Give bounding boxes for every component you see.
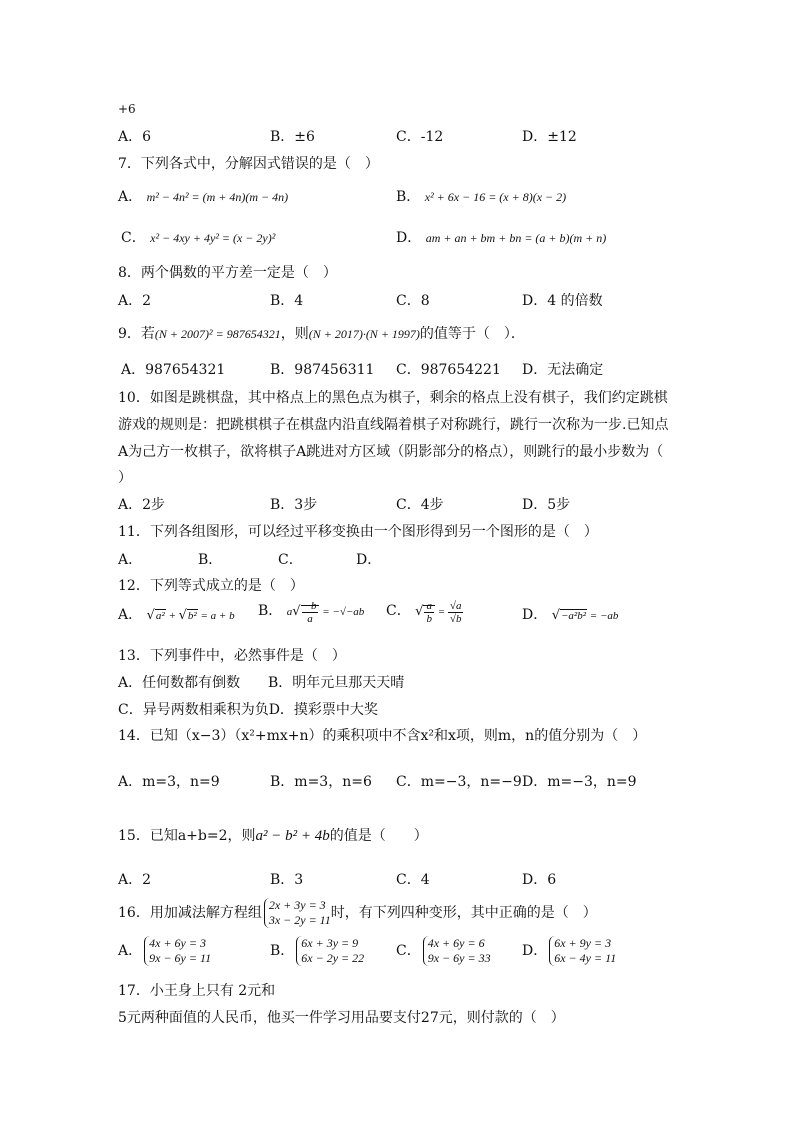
q9-stem-mid: ，则 xyxy=(280,326,309,342)
q10-option-d[interactable]: D．5步 xyxy=(522,497,571,513)
q16-a-eq-2: 9x − 6y = 11 xyxy=(149,951,212,965)
q7-c-label: C． xyxy=(121,230,146,246)
q13-option-cd[interactable]: C．异号两数相乘积为负D．摸彩票中大奖 xyxy=(118,702,378,718)
q9-option-d[interactable]: D．无法确定 xyxy=(522,362,604,378)
q15-stem-post: 的值是（ ） xyxy=(329,828,428,844)
q7-a-label: A． xyxy=(118,189,143,205)
q16-a-label: A． xyxy=(118,943,143,959)
q11-option-d[interactable]: D． xyxy=(356,552,382,568)
q7-stem: 7．下列各式中，分解因式错误的是（ ） xyxy=(118,156,379,172)
q9-option-a[interactable]: A．987654321 xyxy=(121,362,226,378)
q9-option-c[interactable]: C．987654221 xyxy=(396,362,501,378)
q11-option-b[interactable]: B． xyxy=(198,552,223,568)
q14-option-d[interactable]: D．m=−3，n=9 xyxy=(522,774,637,790)
q16-b-label: B． xyxy=(270,943,295,959)
q12-b-rhs: = −√−ab xyxy=(322,606,365,619)
q9-stem-post: 的值等于（ ）． xyxy=(419,326,525,342)
q7-option-b[interactable] xyxy=(396,188,566,206)
q15-option-c[interactable]: C．4 xyxy=(396,872,430,888)
q11-option-a[interactable]: A． xyxy=(118,552,143,568)
q11-option-c[interactable]: C． xyxy=(278,552,303,568)
q6-option-c[interactable]: C．-12 xyxy=(396,129,444,145)
q6-option-d[interactable]: D．±12 xyxy=(522,129,577,145)
q12-a-rhs: = a + b xyxy=(200,610,235,622)
q15-stem-pre: 15．已知a+b=2，则 xyxy=(118,828,256,844)
q8-option-b[interactable]: B．4 xyxy=(270,293,304,309)
q16-b-system xyxy=(296,936,364,966)
q12-d-rhs: = −ab xyxy=(589,610,619,622)
q12-d-label: D． xyxy=(522,607,548,623)
q17-stem-line-1: 17．小王身上只有 2元和 xyxy=(118,983,276,999)
q14-option-b[interactable]: B．m=3，n=6 xyxy=(270,774,372,790)
q16-a-eq-1: 4x + 6y = 3 xyxy=(149,936,206,950)
q7-a-formula: m² − 4n² = (m + 4n)(m − 4n) xyxy=(146,190,289,204)
q13-option-b[interactable]: B．明年元旦那天天晴 xyxy=(268,675,405,691)
q16-option-a[interactable] xyxy=(118,936,211,966)
q10-stem-line-1: 10．如图是跳棋盘，其中格点上的黑色点为棋子，剩余的格点上没有棋子，我们约定跳棋 xyxy=(118,390,668,406)
q17-stem-line-2: 5元两种面值的人民币，他买一件学习用品要支付27元，则付款的（ ） xyxy=(118,1010,565,1026)
q16-option-b[interactable] xyxy=(270,936,364,966)
q6-option-a[interactable]: A．6 xyxy=(118,129,152,145)
q8-option-c[interactable]: C．8 xyxy=(396,293,430,309)
q9-formula-1: (N + 2007)² = 987654321 xyxy=(154,327,281,341)
q12-d-formula: √−a²b² = −ab xyxy=(551,608,619,623)
q8-stem: 8．两个偶数的平方差一定是（ ） xyxy=(118,265,337,281)
q7-c-formula: x² − 4xy + 4y² = (x − 2y)² xyxy=(150,231,276,245)
q12-a-formula: √a² + √b² = a + b xyxy=(146,608,235,623)
q16-system xyxy=(264,898,331,928)
q16-d-eq-1: 6x + 9y = 3 xyxy=(554,936,612,950)
q9-option-b[interactable]: B．987456311 xyxy=(270,362,375,378)
q7-d-label: D． xyxy=(396,230,422,246)
q16-c-system xyxy=(423,936,491,966)
q7-option-d[interactable] xyxy=(396,229,606,247)
q12-c-formula: √ $\frac{a}{b}$ = $\frac{√a}{√b}$ xyxy=(415,600,462,625)
q16-stem xyxy=(118,898,597,928)
q16-c-eq-2: 9x − 6y = 33 xyxy=(427,951,491,965)
q16-b-eq-2: 6x − 2y = 22 xyxy=(301,951,365,965)
q7-option-a[interactable] xyxy=(118,188,288,206)
q16-stem-pre: 16．用加减法解方程组 xyxy=(118,905,262,921)
q12-option-a[interactable] xyxy=(118,606,235,625)
q8-option-d[interactable]: D．4 的倍数 xyxy=(522,293,603,309)
q12-option-d[interactable] xyxy=(522,606,618,625)
q16-c-eq-1: 4x + 6y = 6 xyxy=(427,936,485,950)
q14-option-a[interactable]: A．m=3，n=9 xyxy=(118,774,220,790)
q12-b-formula: a√ $\frac{-b}{a}$ = −√−ab xyxy=(286,600,365,625)
q12-option-c[interactable] xyxy=(386,600,463,625)
q7-d-formula: am + an + bm + bn = (a + b)(m + n) xyxy=(425,231,607,245)
q16-option-d[interactable] xyxy=(522,936,616,966)
q12-stem: 12．下列等式成立的是（ ） xyxy=(118,578,304,594)
q15-stem xyxy=(118,827,428,845)
q15-option-b[interactable]: B．3 xyxy=(270,872,304,888)
q13-option-a[interactable]: A．任何数都有倒数 xyxy=(118,675,241,691)
q16-a-system xyxy=(144,936,211,966)
q16-c-label: C． xyxy=(396,943,421,959)
q15-formula: a² − b² + 4b xyxy=(255,828,330,844)
q10-option-a[interactable]: A．2步 xyxy=(118,497,166,513)
q16-b-eq-1: 6x + 3y = 9 xyxy=(301,936,359,950)
q16-d-label: D． xyxy=(522,943,548,959)
q12-option-b[interactable] xyxy=(258,600,364,625)
q13-stem: 13．下列事件中，必然事件是（ ） xyxy=(118,648,346,664)
q11-stem: 11．下列各组图形，可以经过平移变换由一个图形得到另一个图形的是（ ） xyxy=(118,524,598,540)
q9-stem-pre: 9．若 xyxy=(118,326,155,342)
q10-stem-line-3: A为己方一枚棋子，欲将棋子A跳进对方区域（阴影部分的格点），则跳行的最小步数为（ xyxy=(118,444,664,460)
continuation-fragment: +6 xyxy=(118,102,136,116)
q7-b-label: B． xyxy=(396,189,421,205)
q7-option-c[interactable] xyxy=(121,229,275,247)
q12-b-label: B． xyxy=(258,603,283,620)
q16-stem-post: 时，有下列四种变形，其中正确的是（ ） xyxy=(330,905,597,921)
q12-a-label: A． xyxy=(118,607,143,623)
q7-b-formula: x² + 6x − 16 = (x + 8)(x − 2) xyxy=(424,190,567,204)
q6-option-b[interactable]: B．±6 xyxy=(270,129,315,145)
q15-option-d[interactable]: D．6 xyxy=(522,872,557,888)
q16-d-eq-2: 6x − 4y = 11 xyxy=(554,951,617,965)
q14-option-c[interactable]: C．m=−3，n=−9 xyxy=(396,774,522,790)
q16-eq-1: 2x + 3y = 3 xyxy=(268,898,326,912)
q10-stem-line-4: ） xyxy=(118,470,132,486)
q12-c-label: C． xyxy=(386,603,411,620)
q9-stem xyxy=(118,325,525,343)
q14-stem: 14．已知（x−3）（x²+mx+n）的乘积项中不含x²和x项，则m，n的值分别为（ ） xyxy=(118,728,647,744)
q16-d-system xyxy=(549,936,616,966)
q10-option-b[interactable]: B．3步 xyxy=(270,497,318,513)
q10-stem-line-2: 游戏的规则是：把跳棋棋子在棋盘内沿直线隔着棋子对称跳行，跳行一次称为一步.已知点 xyxy=(118,417,669,433)
q8-option-a[interactable]: A．2 xyxy=(118,293,152,309)
q12-c-eq: = xyxy=(437,606,446,619)
q15-option-a[interactable]: A．2 xyxy=(118,872,152,888)
q10-option-c[interactable]: C．4步 xyxy=(396,497,444,513)
q16-option-c[interactable] xyxy=(396,936,491,966)
q16-eq-2: 3x − 2y = 11 xyxy=(268,913,331,927)
q9-formula-2: (N + 2017)·(N + 1997) xyxy=(308,327,420,341)
